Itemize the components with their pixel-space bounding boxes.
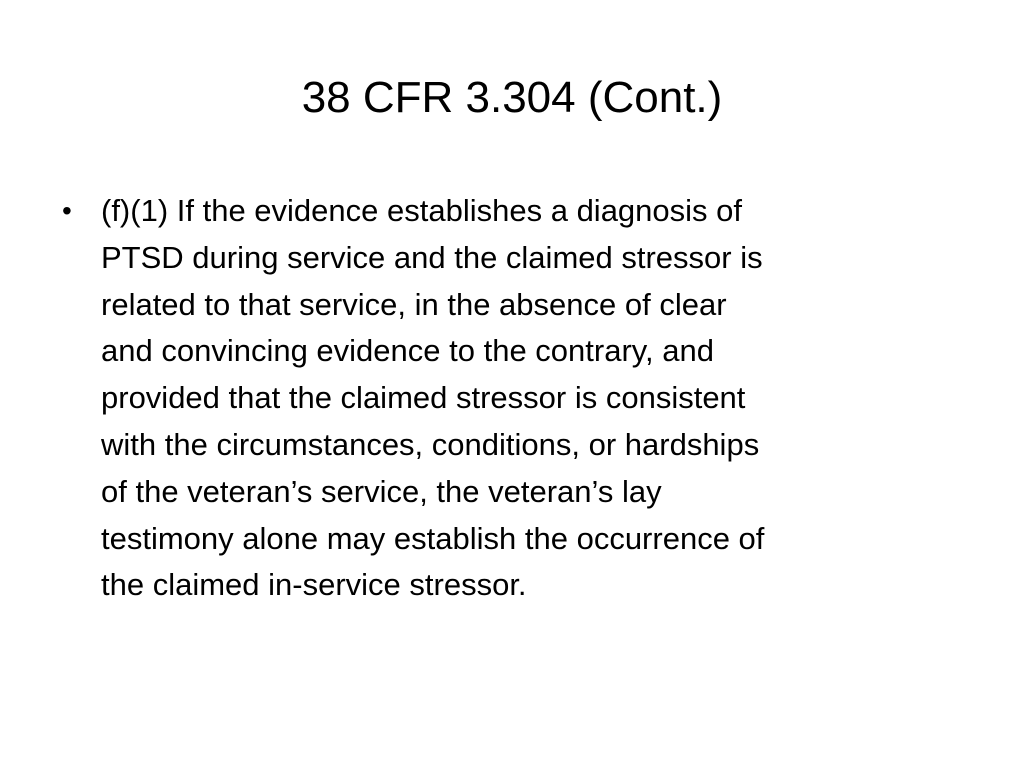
bullet-item [60, 188, 960, 609]
slide-title: 38 CFR 3.304 (Cont.) [301, 73, 723, 122]
bullet-list [60, 188, 960, 609]
bullet-marker: • [62, 195, 72, 226]
bullet-text: (f)(1) If the evidence establishes a diagnosis of PTSD during service and the claimed stressor is related to that service, in the absence of clear and convincing evidence to the contrary, and provided that the claimed stressor is consistent with the circumstances, conditions, or hardships of the veteran’s service, the veteran’s lay testimony alone may establish the occurrence of the claimed in-service stressor. [101, 193, 765, 603]
